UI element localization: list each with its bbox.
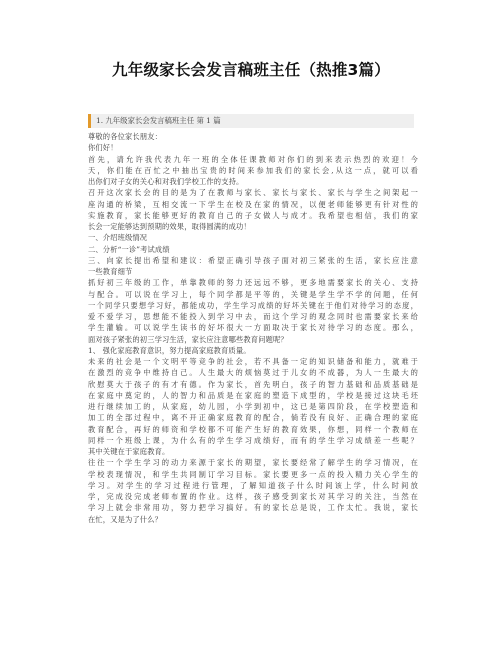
document-body xyxy=(88,131,418,525)
section-header xyxy=(88,114,414,128)
text-line: 进行继续加工的，从家庭，幼儿园，小学到初中，这已是第四阶段，在学校塑造和 xyxy=(88,402,418,411)
text-line: 与配合。可以说在学习上，每个同学都是平等的，关键是学生学不学的问题，任何 xyxy=(88,289,418,299)
text-line: 学习上就会非常用功，努力把学习搞好。有的家长总是说，工作太忙。我说，家长 xyxy=(88,503,418,513)
text-line: 在家庭中奠定的，人的智力和品质是在家庭的塑造下成型的，学校是接过这块毛坯 xyxy=(88,390,418,400)
text-line: 往往一个学生学习的动力来源于家长的期望，家长要经常了解学生的学习情况，在 xyxy=(88,458,418,468)
text-line: 在忙，又是为了什么？ xyxy=(88,514,163,524)
text-line: 天，你们能在百忙之中抽出宝贵的时间来参加我们的家长会,从这一点，就可以看 xyxy=(88,165,418,175)
text-line: 未来的社会是一个文明平等竞争的社会，若不具备一定的知识储备和能力，就难于 xyxy=(88,357,418,366)
text-line: 爱不爱学习，思想能不能投入到学习中去，而这个学习的观念同时也需要家长来给 xyxy=(88,312,418,321)
text-line: 出你们对子女的关心和对我们学校工作的支持。 xyxy=(88,177,244,186)
text-line: 首先，请允许我代表九年一班的全体任课教师对你们的到来表示热烈的欢迎！今 xyxy=(88,154,418,164)
text-line: 其中关键在于家庭教育。 xyxy=(88,447,170,456)
text-line: 你们好！ xyxy=(88,143,118,153)
text-line: 尊敬的各位家长朋友： xyxy=(88,132,163,141)
text-line: 教育配合，再好的师资和学校都不可能产生好的教育效果，你想，同样一个教师在 xyxy=(88,424,418,434)
text-line: 一、介绍班级情况 xyxy=(88,233,148,243)
text-line: 学习。对学生的学习过程进行管理，了解知道孩子什么时间该上学，什么时间放 xyxy=(88,480,418,490)
text-line: 1、 强化家庭教育意识，努力提高家庭教育质量。 xyxy=(88,345,251,355)
section-header-label: 1. 九年级家长会发言稿班主任 第 1 篇 xyxy=(96,116,221,125)
text-line: 二、分析“一诊”考试成绩 xyxy=(88,244,170,254)
text-line: 欣慰莫大于孩子的有才有德。作为家长，首先明白，孩子的智力基础和品质基础是 xyxy=(88,379,418,389)
text-line: 长会一定能够达到预期的效果，取得圆满的成功！ xyxy=(88,222,251,231)
text-line: 一个同学只要想学习好，都能成功，学生学习成绩的好坏关键在于他们对待学习的态度， xyxy=(88,300,418,310)
document-title: 九年级家长会发言稿班主任（热推3篇） xyxy=(112,61,390,79)
text-line: 学，完成没完成老师布置的作业。这样，孩子感受到家长对其学习的关注，当然在 xyxy=(88,492,418,501)
text-line: 召开这次家长会的目的是为了在教师与家长、家长与家长、家长与学生之间架起一 xyxy=(88,188,418,198)
text-line: 学生灌输。可以说学生读书的好坏很大一方面取决于家长对待学习的态度。那么， xyxy=(88,323,418,333)
text-line: 学校表现情况，和学生共同制订学习目标。家长要更多一点的投入精力关心学生的 xyxy=(88,469,418,479)
text-line: 一些教育细节 xyxy=(88,267,133,276)
text-line: 抓好初三年级的工作，单靠教师的努力还远远不够，更多地需要家长的关心、支持 xyxy=(88,278,418,288)
text-line: 在激烈的竞争中维持自己。人生最大的烦恼莫过于儿女的不成器，为人一生最大的 xyxy=(88,368,418,378)
text-line: 座沟通的桥梁，互相交流一下学生在校及在家的情况，以便老师能够更有针对性的 xyxy=(88,199,418,209)
text-line: 实施教育，家长能够更好的教育自己的子女做人与成才。我希望也相信，我们的家 xyxy=(88,210,418,220)
text-line: 面对孩子紧张的初三学习生活，家长应注意哪些教育问题呢？ xyxy=(88,334,288,344)
text-line: 加工的全部过程中，离不开正确家庭教育的配合，倘若没有良好、正确合理的家庭 xyxy=(88,413,418,423)
text-line: 三、向家长提出希望和建议：希望正确引导孩子面对初三紧张的生活，家长应注意 xyxy=(88,255,418,265)
text-line: 同样一个班级上课，为什么有的学生学习成绩好，而有的学生学习成绩差一些呢？ xyxy=(88,435,418,445)
